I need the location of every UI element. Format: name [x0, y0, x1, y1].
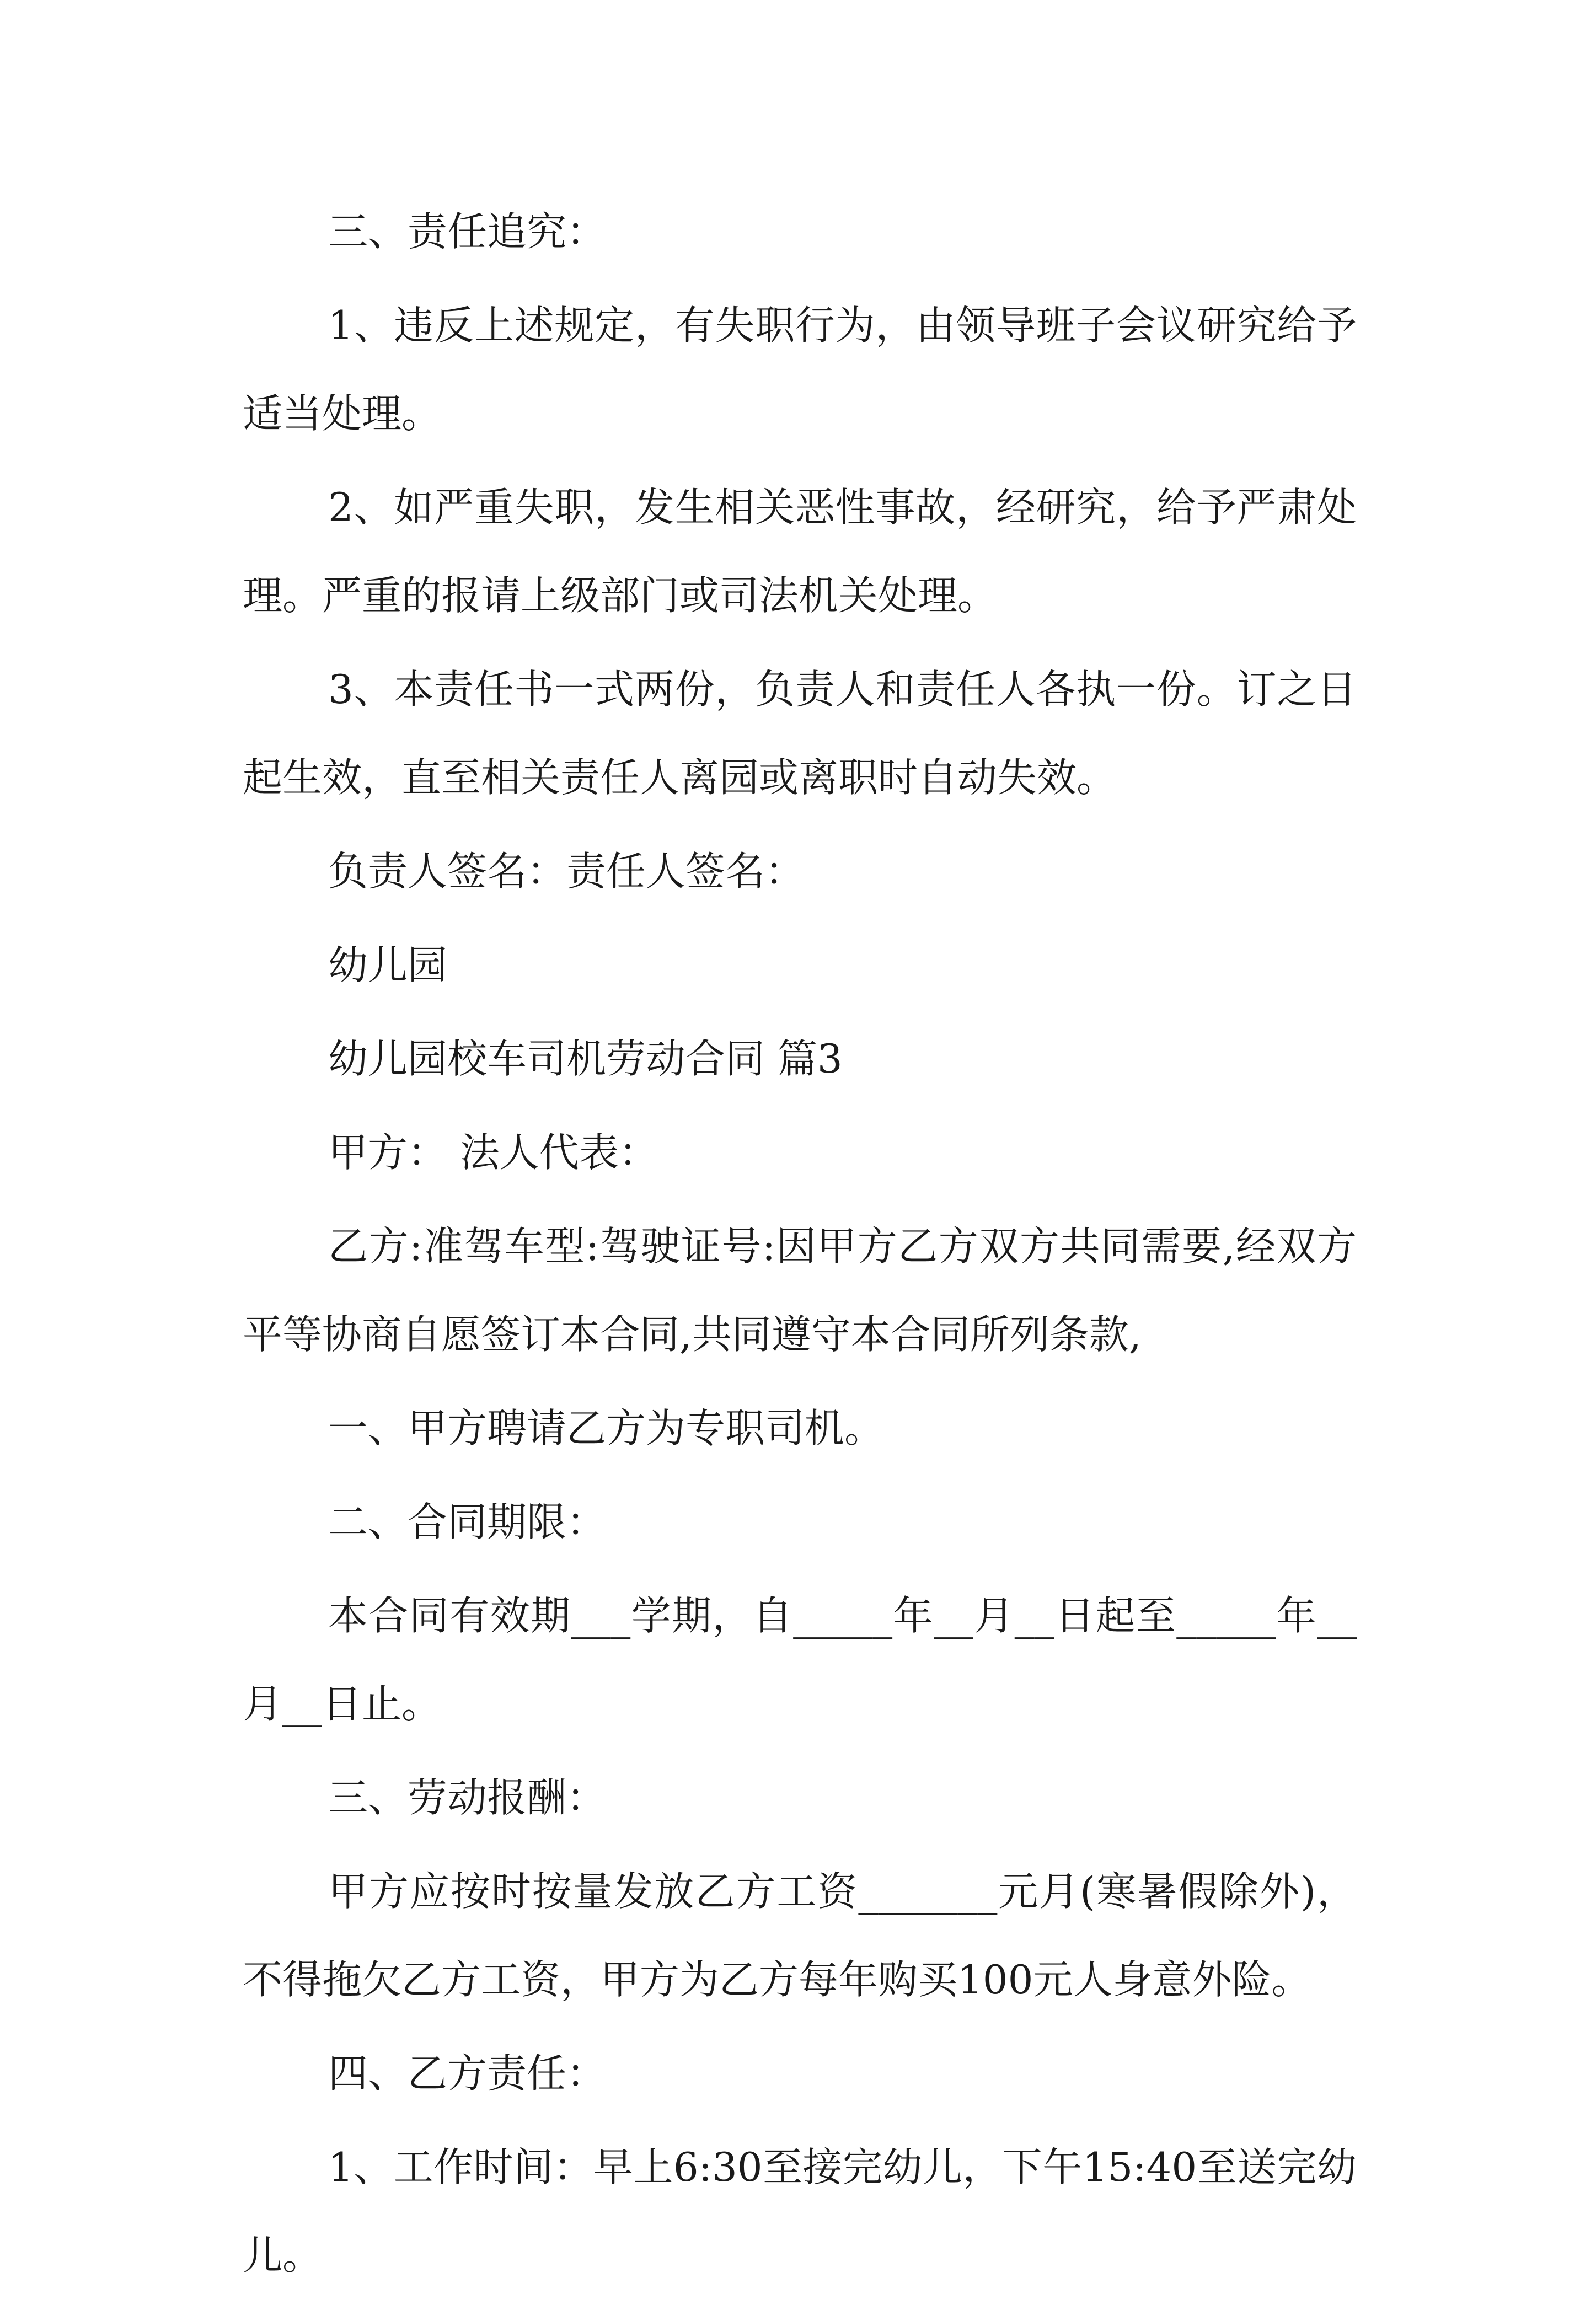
organization-name: 幼儿园	[328, 942, 448, 988]
paragraph-item-1: 1、违反上述规定，有失职行为，由领导班子会议研究给予适当处理。	[243, 302, 1357, 437]
contract-title: 幼儿园校车司机劳动合同 篇3	[328, 1036, 843, 1082]
section-heading-pay: 三、劳动报酬：	[328, 1775, 607, 1821]
section-heading-responsibility: 三、责任追究：	[328, 208, 607, 255]
term-paragraph: 本合同有效期___学期，自_____年__月__日起至_____年__月__日止。	[243, 1593, 1357, 1727]
pay-paragraph: 甲方应按时按量发放乙方工资_______元月(寒暑假除外)，不得拖欠乙方工资，甲方为乙方每年购买100元人身意外险。	[243, 1868, 1357, 2003]
clause-one: 一、甲方聘请乙方为专职司机。	[328, 1405, 885, 1451]
duty-item-1: 1、工作时间：早上6:30至接完幼儿，下午15:40至送完幼儿。	[243, 2144, 1357, 2279]
section-heading-duties: 四、乙方责任：	[328, 2050, 607, 2097]
document-page	[243, 187, 1357, 2305]
signature-line: 负责人签名：责任人签名：	[328, 848, 805, 894]
party-a-line: 甲方： 法人代表：	[328, 1129, 658, 1176]
section-heading-term: 二、合同期限：	[328, 1499, 607, 1545]
paragraph-item-2: 2、如严重失职，发生相关恶性事故，经研究，给予严肃处理。严重的报请上级部门或司法机关处理。	[243, 484, 1357, 619]
party-b-paragraph: 乙方:准驾车型:驾驶证号:因甲方乙方双方共同需要,经双方平等协商自愿签订本合同,共同遵守本合同所列条款,	[243, 1223, 1357, 1358]
paragraph-item-3: 3、本责任书一式两份，负责人和责任人各执一份。订之日起生效，直至相关责任人离园或离职时自动失效。	[243, 666, 1357, 801]
